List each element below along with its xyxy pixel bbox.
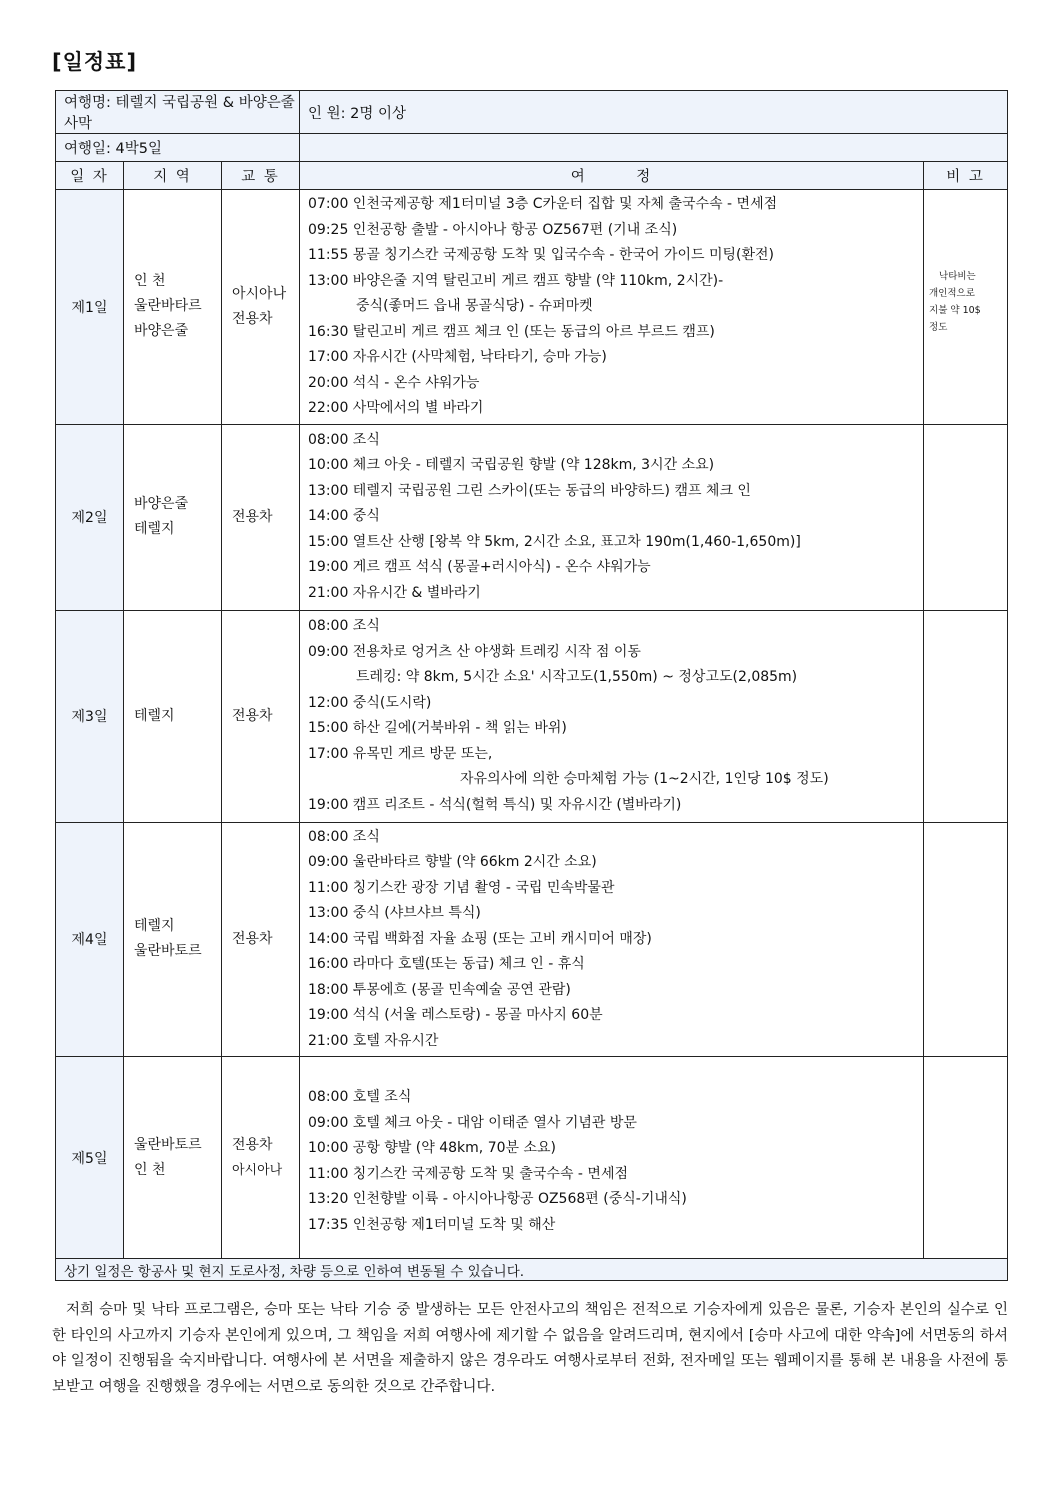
day-label: 제2일 (56, 424, 124, 610)
schedule-line: 08:00 조식 (308, 828, 380, 845)
day-row-3 (56, 610, 1008, 822)
transport-line: 전용차 (232, 310, 273, 327)
day-row-5 (56, 1057, 1008, 1259)
schedule-line: 18:00 투몽에흐 (몽골 민속예술 공연 관람) (308, 981, 571, 998)
day-region (124, 190, 222, 425)
region-line: 인 천 (134, 1161, 166, 1178)
day-label: 제3일 (56, 610, 124, 822)
people-count: 인 원: 2명 이상 (300, 91, 1008, 134)
day-label: 제4일 (56, 822, 124, 1057)
footnote: 상기 일정은 항공사 및 현지 도로사정, 차량 등으로 인하여 변동될 수 있습니다. (56, 1259, 1008, 1281)
transport-line: 전용차 (232, 508, 273, 525)
day-schedule (300, 610, 924, 822)
header-transport: 교 통 (222, 162, 300, 190)
schedule-line: 10:00 체크 아웃 - 테렐지 국립공원 향발 (약 128km, 3시간 소요) (308, 457, 715, 474)
region-line: 울란바타르 (134, 298, 202, 315)
day-schedule (300, 424, 924, 610)
day-schedule (300, 822, 924, 1057)
info-row-2 (56, 134, 1008, 162)
day-label: 제5일 (56, 1057, 124, 1259)
schedule-line: 22:00 사막에서의 별 바라기 (308, 400, 484, 416)
day-note (924, 822, 1008, 1057)
day-note (924, 1057, 1008, 1259)
day-label: 제1일 (56, 190, 124, 425)
day-schedule (300, 190, 924, 425)
transport-line: 아시아나 (232, 285, 287, 302)
transport-line: 전용차 (232, 1136, 273, 1153)
header-date: 일 자 (56, 162, 124, 190)
header-region: 지 역 (124, 162, 222, 190)
info-blank (300, 134, 1008, 162)
schedule-line: 16:30 탈린고비 게르 캠프 체크 인 (또는 동급의 아르 부르드 캠프) (308, 323, 715, 340)
header-note: 비 고 (924, 162, 1008, 190)
schedule-line: 17:00 유목민 게르 방문 또는, (308, 745, 493, 762)
page-title: [일정표] (52, 50, 138, 74)
header-schedule: 여 정 (300, 162, 924, 190)
schedule-line: 13:00 테렐지 국립공원 그린 스카이(또는 동급의 바양하드) 캠프 체크 인 (308, 482, 751, 499)
schedule-line: 15:00 열트산 산행 [왕복 약 5km, 2시간 소요, 표고차 190m(1,460-1,650m)] (308, 533, 801, 550)
schedule-line: 15:00 하산 길에(거북바위 - 책 읽는 바위) (308, 720, 567, 736)
region-line: 울란바토르 (134, 1136, 202, 1153)
schedule-line: 10:00 공항 향발 (약 48km, 70분 소요) (308, 1140, 557, 1156)
day-region (124, 424, 222, 610)
day-transport (222, 610, 300, 822)
note-line: 낙타비는 (939, 270, 976, 282)
schedule-line: 16:00 라마다 호텔(또는 동급) 체크 인 - 휴식 (308, 956, 585, 972)
day-transport (222, 1057, 300, 1259)
transport-line: 아시아나 (232, 1162, 283, 1178)
schedule-line: 09:00 전용차로 엉거츠 산 야생화 트레킹 시작 점 이동 (308, 643, 641, 660)
schedule-line: 13:00 중식 (샤브샤브 특식) (308, 905, 481, 921)
schedule-line: 13:00 바양은줄 지역 탈린고비 게르 캠프 향발 (약 110km, 2시간)- (308, 272, 724, 289)
trip-duration: 여행일: 4박5일 (56, 134, 300, 162)
itinerary-table (55, 90, 1008, 1281)
day-transport (222, 190, 300, 425)
schedule-line: 08:00 조식 (308, 618, 380, 634)
region-line: 울란바토르 (134, 943, 202, 960)
region-line: 바양은줄 (134, 496, 189, 512)
schedule-line: 14:00 국립 백화점 자율 쇼핑 (또는 고비 캐시미어 매장) (308, 930, 652, 947)
region-line: 인 천 (134, 273, 166, 290)
schedule-line: 19:00 캠프 리조트 - 석식(헐헉 특식) 및 자유시간 (별바라기) (308, 796, 682, 813)
schedule-line: 11:55 몽골 칭기스칸 국제공항 도착 및 입국수속 - 한국어 가이드 미팅(환전) (308, 247, 774, 263)
day-row-2 (56, 424, 1008, 610)
note-line: 지불 약 10$ (929, 304, 981, 316)
schedule-line: 09:00 울란바타르 향발 (약 66km 2시간 소요) (308, 854, 597, 870)
day-note (924, 610, 1008, 822)
note-line: 정도 (929, 321, 948, 333)
day-row-4 (56, 822, 1008, 1057)
day-region (124, 1057, 222, 1259)
day-schedule (300, 1057, 924, 1259)
region-line: 바양은줄 (134, 323, 189, 340)
day-note (924, 190, 1008, 425)
info-row-1 (56, 91, 1008, 134)
schedule-line: 중식(좋머드 읍내 몽골식당) - 슈퍼마켓 (356, 298, 593, 314)
schedule-line: 12:00 중식(도시락) (308, 694, 432, 711)
schedule-line: 11:00 칭기스칸 국제공항 도착 및 출국수속 - 면세점 (308, 1165, 628, 1182)
schedule-line: 21:00 호텔 자유시간 (308, 1032, 439, 1049)
region-line: 테렐지 (134, 521, 175, 537)
schedule-line: 21:00 자유시간 & 별바라기 (308, 584, 481, 601)
schedule-line: 08:00 조식 (308, 431, 380, 448)
schedule-line: 17:00 자유시간 (사막체험, 낙타타기, 승마 가능) (308, 349, 607, 365)
schedule-line: 09:00 호텔 체크 아웃 - 대암 이태준 열사 기념관 방문 (308, 1114, 637, 1131)
trip-name: 여행명: 테렐지 국립공원 & 바양은줄 사막 (56, 91, 300, 134)
schedule-line: 17:35 인천공항 제1터미널 도착 및 해산 (308, 1216, 556, 1233)
region-line: 테렐지 (134, 707, 175, 724)
transport-line: 전용차 (232, 707, 273, 724)
schedule-line: 20:00 석식 - 온수 샤워가능 (308, 374, 480, 391)
disclaimer-paragraph: 저희 승마 및 낙타 프로그램은, 승마 또는 낙타 기승 중 발생하는 모든 안전사고의 책임은 전적으로 기승자에게 있음은 물론, 기승자 본인의 실수로 인한 타인의 사고까지 기승자 본인에게 있으며, 그 책임을 저희 여행사에 제기할 수 없음을 알려드리며, 현지에서 [승마 사고에 대한 약속]에 서면동의 하셔야 일정이 진행됨을 숙지바랍니다. 여행사에 본 서면을 제출하지 않은 경우라도 여행사로부터 전화, 전자메일 또는 웹페이지를 통해 본 내용을 사전에 통보받고 여행을 진행했을 경우에는 서면으로 동의한 것으로 간주합니다. (52, 1302, 1008, 1396)
schedule-line: 19:00 석식 (서울 레스토랑) - 몽골 마사지 60분 (308, 1007, 603, 1023)
note-line: 개인적으로 (929, 287, 975, 299)
schedule-line: 자유의사에 의한 승마체험 가능 (1~2시간, 1인당 10$ 정도) (460, 771, 829, 787)
schedule-line: 19:00 게르 캠프 석식 (몽골+러시아식) - 온수 샤워가능 (308, 559, 651, 576)
schedule-line: 08:00 호텔 조식 (308, 1089, 412, 1105)
schedule-line: 09:25 인천공항 출발 - 아시아나 항공 OZ567편 (기내 조식) (308, 221, 678, 238)
schedule-line: 07:00 인천국제공항 제1터미널 3층 C카운터 집합 및 자체 출국수속 - 면세점 (308, 196, 778, 212)
day-region (124, 822, 222, 1057)
schedule-line: 11:00 칭기스칸 광장 기념 촬영 - 국립 민속박물관 (308, 879, 615, 896)
schedule-line: 13:20 인천향발 이륙 - 아시아나항공 OZ568편 (중식-기내식) (308, 1191, 687, 1207)
region-line: 테렐지 (134, 918, 175, 935)
day-region (124, 610, 222, 822)
footnote-row (56, 1259, 1008, 1281)
transport-line: 전용차 (232, 930, 273, 947)
schedule-line: 14:00 중식 (308, 508, 380, 525)
day-transport (222, 822, 300, 1057)
schedule-line: 트레킹: 약 8km, 5시간 소요' 시작고도(1,550m) ~ 정상고도(2,085m) (356, 669, 798, 685)
day-note (924, 424, 1008, 610)
header-row (56, 162, 1008, 190)
day-row-1 (56, 190, 1008, 425)
day-transport (222, 424, 300, 610)
